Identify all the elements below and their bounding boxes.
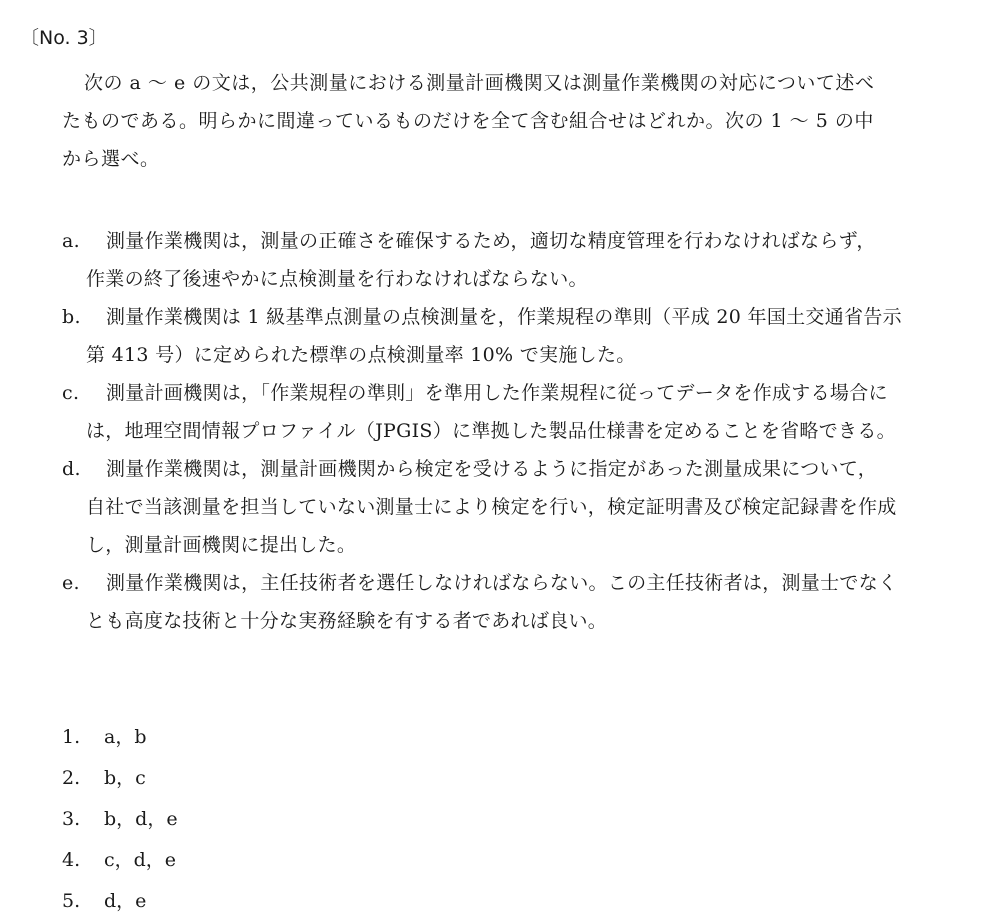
choice-4 — [62, 840, 178, 881]
choice-text: b，d，e — [104, 808, 178, 830]
statement-text: 測量作業機関は，主任技術者を選任しなければならない。この主任技術者は，測量士でなく — [106, 572, 898, 594]
statement-a — [62, 222, 962, 298]
question-intro — [62, 64, 962, 178]
choice-number: 2. — [62, 767, 81, 789]
statement-text: 測量計画機関は，「作業規程の準則」を準用した作業規程に従ってデータを作成する場合に — [106, 382, 888, 404]
statement-list — [62, 222, 962, 640]
statement-label: e. — [62, 572, 80, 594]
choice-5 — [62, 881, 178, 922]
intro-line: たものである。明らかに間違っているものだけを全て含む組合せはどれか。次の 1 ～ 5 の中 — [62, 110, 874, 132]
question-number: 〔No. 3〕 — [20, 27, 108, 49]
statement-label: b. — [62, 306, 81, 328]
choice-text: b，c — [104, 767, 146, 789]
statement-e — [62, 564, 962, 640]
statement-text: し，測量計画機関に提出した。 — [86, 534, 357, 556]
choice-number: 1. — [62, 726, 81, 748]
statement-c — [62, 374, 962, 450]
statement-text: 測量作業機関は，測量計画機関から検定を受けるように指定があった測量成果について， — [106, 458, 878, 480]
choice-2 — [62, 758, 178, 799]
statement-d — [62, 450, 962, 564]
choice-text: c，d，e — [104, 849, 177, 871]
statement-text: 測量作業機関は，測量の正確さを確保するため，適切な精度管理を行わなければならず， — [106, 230, 876, 252]
statement-text: 第 413 号）に定められた標準の点検測量率 10% で実施した。 — [86, 344, 636, 366]
statement-label: d. — [62, 458, 81, 480]
statement-text: とも高度な技術と十分な実務経験を有する者であれば良い。 — [86, 610, 608, 632]
intro-line: 次の a ～ e の文は，公共測量における測量計画機関又は測量作業機関の対応について述べ — [84, 72, 875, 94]
intro-line: から選べ。 — [62, 148, 160, 170]
choice-text: a，b — [104, 726, 147, 748]
statement-b — [62, 298, 962, 374]
choice-1 — [62, 717, 178, 758]
statement-text: 作業の終了後速やかに点検測量を行わなければならない。 — [86, 268, 588, 290]
statement-label: a. — [62, 230, 80, 252]
choice-number: 5. — [62, 890, 81, 912]
choice-number: 4. — [62, 849, 81, 871]
choice-number: 3. — [62, 808, 81, 830]
choice-3 — [62, 799, 178, 840]
statement-label: c. — [62, 382, 80, 404]
statement-text: は，地理空間情報プロファイル（JPGIS）に準拠した製品仕様書を定めることを省略できる。 — [86, 420, 896, 442]
choice-text: d，e — [104, 890, 147, 912]
statement-text: 測量作業機関は 1 級基準点測量の点検測量を，作業規程の準則（平成 20 年国土交通省告示 — [106, 306, 902, 328]
statement-text: 自社で当該測量を担当していない測量士により検定を行い，検定証明書及び検定記録書を作成 — [86, 496, 897, 518]
answer-choices — [62, 717, 178, 922]
